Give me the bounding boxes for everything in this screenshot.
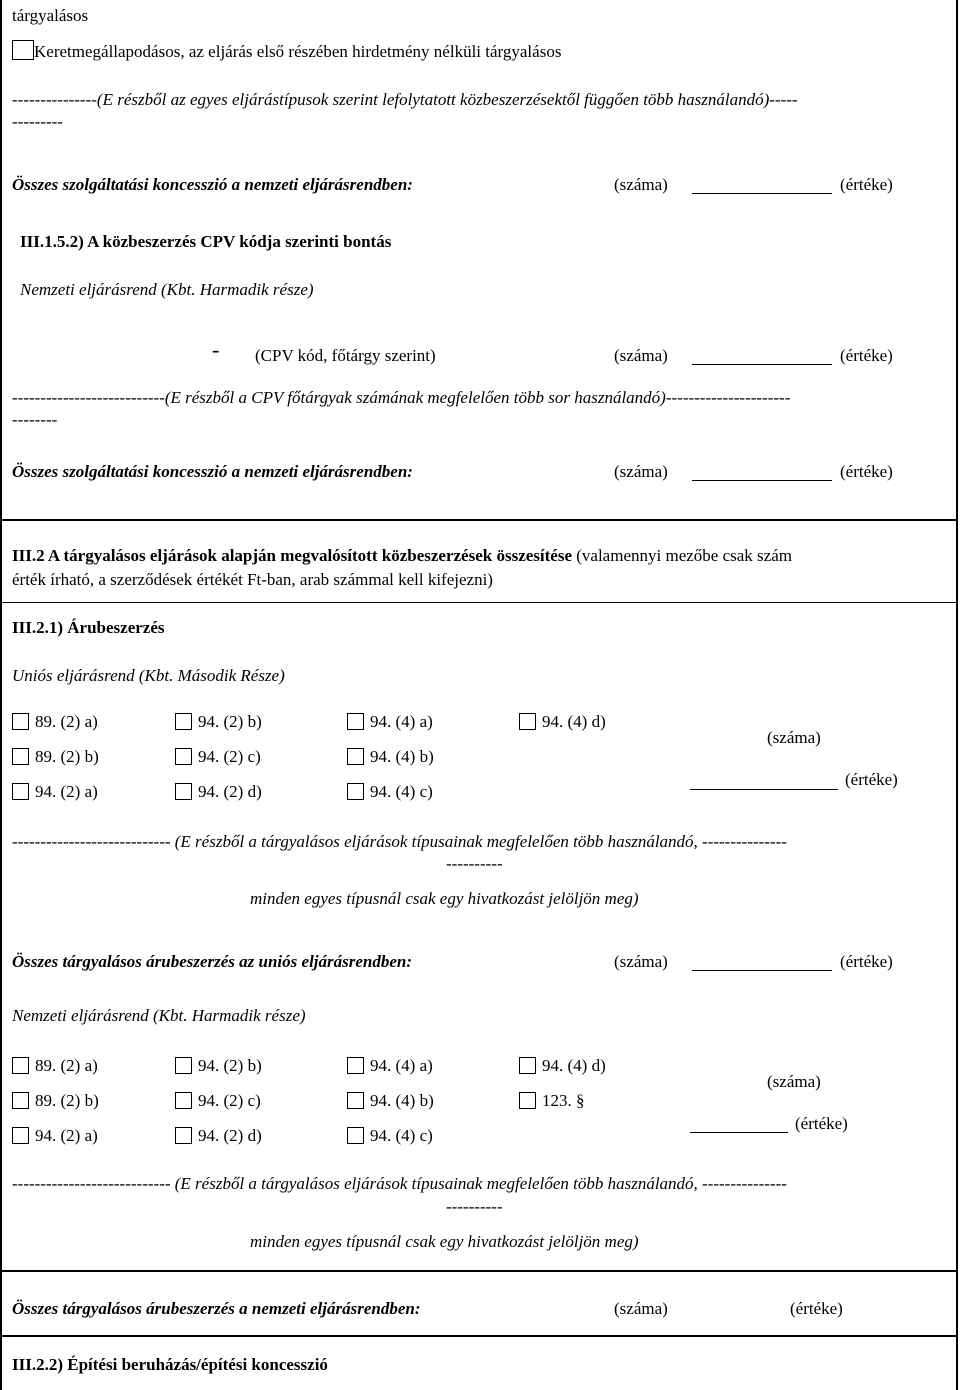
cb-label: 89. (2) b) bbox=[35, 747, 99, 766]
checkbox[interactable] bbox=[12, 783, 29, 800]
cb-label: 94. (2) b) bbox=[198, 712, 262, 731]
total-unios-label: Összes tárgyalásos árubeszerzés az uniós eljárásrendben: bbox=[12, 952, 413, 971]
checkbox[interactable] bbox=[519, 713, 536, 730]
szama-label: (száma) bbox=[614, 175, 668, 194]
checkbox[interactable] bbox=[175, 1092, 192, 1109]
note-n-1: ---------------------------- (E részből a tárgyalásos eljárások típusainak megfelelően több használandó, --------------- bbox=[12, 1174, 787, 1193]
cb-label: 94. (4) d) bbox=[542, 712, 606, 731]
frame-right bbox=[956, 0, 958, 1390]
u-r2-c3 bbox=[347, 747, 434, 767]
n-r3-c1 bbox=[12, 1126, 98, 1146]
u-r1-c3 bbox=[347, 712, 433, 732]
cpv-szama-field[interactable] bbox=[692, 364, 832, 365]
checkbox[interactable] bbox=[175, 713, 192, 730]
divider-1-tick bbox=[0, 519, 2, 602]
u-r3-c2 bbox=[175, 782, 262, 802]
n-r1-c1 bbox=[12, 1056, 98, 1076]
u-r1-c1 bbox=[12, 712, 98, 732]
divider-thin bbox=[0, 602, 958, 603]
szama-field-2[interactable] bbox=[692, 480, 832, 481]
total-nemzeti-szama: (száma) bbox=[614, 1299, 668, 1318]
note-u-1: ---------------------------- (E részből a tárgyalásos eljárások típusainak megfelelően több használandó, --------------- bbox=[12, 832, 787, 851]
n-r1-c3 bbox=[347, 1056, 433, 1076]
subheading-321: III.2.1) Árubeszerzés bbox=[12, 618, 165, 637]
checkbox[interactable] bbox=[175, 783, 192, 800]
szama-field[interactable] bbox=[692, 193, 832, 194]
u-erteke-field[interactable] bbox=[690, 789, 838, 790]
n-r1-c2 bbox=[175, 1056, 262, 1076]
nemzeti-label-1: Nemzeti eljárásrend (Kbt. Harmadik része) bbox=[20, 280, 314, 299]
u-r1-c2 bbox=[175, 712, 262, 732]
n-r1-c4 bbox=[519, 1056, 606, 1076]
u-r2-c1 bbox=[12, 747, 99, 767]
cb-label: Keretmegállapodásos, az eljárás első részében hirdetmény nélküli tárgyalásos bbox=[34, 42, 562, 61]
n-r2-c3 bbox=[347, 1091, 434, 1111]
nemzeti-label-2: Nemzeti eljárásrend (Kbt. Harmadik része) bbox=[12, 1006, 306, 1025]
u-r3-c3 bbox=[347, 782, 433, 802]
cb-label: 94. (2) d) bbox=[198, 782, 262, 801]
n-erteke: (értéke) bbox=[795, 1114, 848, 1133]
szama-label-2: (száma) bbox=[614, 462, 668, 481]
n-r2-c2 bbox=[175, 1091, 261, 1111]
cb-label: 94. (4) b) bbox=[370, 1091, 434, 1110]
cpv-erteke: (értéke) bbox=[840, 346, 893, 365]
note-u-2: ---------- bbox=[446, 854, 503, 873]
n-szama: (száma) bbox=[767, 1072, 821, 1091]
checkbox[interactable] bbox=[12, 713, 29, 730]
erteke-label-2: (értéke) bbox=[840, 462, 893, 481]
n-r3-c2 bbox=[175, 1126, 262, 1146]
u-szama: (száma) bbox=[767, 728, 821, 747]
checkbox-keretmegallapodasos[interactable] bbox=[12, 40, 34, 60]
cb-label: 94. (4) c) bbox=[370, 782, 433, 801]
n-r2-c1 bbox=[12, 1091, 99, 1111]
checkbox[interactable] bbox=[175, 748, 192, 765]
checkbox[interactable] bbox=[347, 1127, 364, 1144]
cb-label: 94. (2) a) bbox=[35, 782, 98, 801]
word-targyalasos: tárgyalásos bbox=[12, 6, 89, 25]
cb-label: 94. (2) b) bbox=[198, 1056, 262, 1075]
checkbox[interactable] bbox=[175, 1127, 192, 1144]
cb-keretmegallapodasos-row bbox=[12, 40, 561, 62]
dash-note-1b: --------- bbox=[12, 112, 63, 131]
cb-label: 94. (4) c) bbox=[370, 1126, 433, 1145]
total-unios-szama: (száma) bbox=[614, 952, 668, 971]
cb-label: 94. (4) a) bbox=[370, 1056, 433, 1075]
cb-label: 89. (2) a) bbox=[35, 712, 98, 731]
heading-32-line2: érték írható, a szerződések értékét Ft-ban, arab számmal kell kifejezni) bbox=[12, 570, 493, 589]
note-n-2: ---------- bbox=[446, 1197, 503, 1216]
unios-label: Uniós eljárásrend (Kbt. Második Része) bbox=[12, 666, 285, 685]
checkbox[interactable] bbox=[347, 713, 364, 730]
note-u-3: minden egyes típusnál csak egy hivatkozást jelöljön meg) bbox=[250, 889, 639, 908]
total-nemzeti-label: Összes tárgyalásos árubeszerzés a nemzeti eljárásrendben: bbox=[12, 1299, 421, 1318]
cb-label: 94. (2) c) bbox=[198, 1091, 261, 1110]
checkbox[interactable] bbox=[12, 1092, 29, 1109]
section-heading-3152: III.1.5.2) A közbeszerzés CPV kódja szerinti bontás bbox=[20, 232, 392, 251]
total-row-1-label: Összes szolgáltatási koncesszió a nemzeti eljárásrendben: bbox=[12, 175, 413, 194]
checkbox[interactable] bbox=[519, 1092, 536, 1109]
u-r2-c2 bbox=[175, 747, 261, 767]
cpv-dash: - bbox=[212, 337, 220, 362]
heading-32-bold: III.2 A tárgyalásos eljárások alapján megvalósított közbeszerzések összesítése bbox=[12, 546, 572, 565]
divider-1 bbox=[0, 519, 958, 521]
u-r1-c4 bbox=[519, 712, 606, 732]
checkbox[interactable] bbox=[347, 783, 364, 800]
total-unios-szama-field[interactable] bbox=[692, 970, 832, 971]
cb-label: 89. (2) b) bbox=[35, 1091, 99, 1110]
cb-label: 94. (2) a) bbox=[35, 1126, 98, 1145]
heading-32-rest: (valamennyi mezőbe csak szám bbox=[572, 546, 792, 565]
u-erteke: (értéke) bbox=[845, 770, 898, 789]
checkbox[interactable] bbox=[12, 1057, 29, 1074]
checkbox[interactable] bbox=[12, 1127, 29, 1144]
subheading-322: III.2.2) Építési beruházás/építési koncesszió bbox=[12, 1355, 328, 1374]
cb-label: 94. (4) a) bbox=[370, 712, 433, 731]
dash-note-2: ---------------------------(E részből a CPV főtárgyak számának megfelelően több sor használandó)---------------------- bbox=[12, 388, 791, 407]
dash-note-1: ---------------(E részből az egyes eljárástípusok szerint lefolytatott közbeszerzésektől függően több használandó)----- bbox=[12, 90, 798, 109]
cb-label: 123. § bbox=[542, 1091, 585, 1110]
checkbox[interactable] bbox=[347, 1092, 364, 1109]
checkbox[interactable] bbox=[347, 748, 364, 765]
checkbox[interactable] bbox=[347, 1057, 364, 1074]
dash-note-2b: -------- bbox=[12, 410, 58, 429]
divider-2 bbox=[0, 1270, 958, 1272]
checkbox[interactable] bbox=[12, 748, 29, 765]
u-r3-c1 bbox=[12, 782, 98, 802]
erteke-label: (értéke) bbox=[840, 175, 893, 194]
checkbox[interactable] bbox=[519, 1057, 536, 1074]
n-r2-c4 bbox=[519, 1091, 585, 1111]
total-row-2-label: Összes szolgáltatási koncesszió a nemzeti eljárásrendben: bbox=[12, 462, 413, 481]
section-heading-32 bbox=[12, 546, 792, 566]
total-nemzeti-erteke: (értéke) bbox=[790, 1299, 843, 1318]
cb-label: 94. (4) d) bbox=[542, 1056, 606, 1075]
n-r3-c3 bbox=[347, 1126, 433, 1146]
n-erteke-field[interactable] bbox=[690, 1132, 788, 1133]
divider-3 bbox=[0, 1335, 958, 1337]
total-unios-erteke: (értéke) bbox=[840, 952, 893, 971]
cpv-label: (CPV kód, főtárgy szerint) bbox=[255, 346, 436, 365]
cpv-szama: (száma) bbox=[614, 346, 668, 365]
cb-label: 94. (4) b) bbox=[370, 747, 434, 766]
checkbox[interactable] bbox=[175, 1057, 192, 1074]
note-n-3: minden egyes típusnál csak egy hivatkozást jelöljön meg) bbox=[250, 1232, 639, 1251]
cb-label: 89. (2) a) bbox=[35, 1056, 98, 1075]
frame-left bbox=[0, 0, 2, 1390]
cb-label: 94. (2) d) bbox=[198, 1126, 262, 1145]
cb-label: 94. (2) c) bbox=[198, 747, 261, 766]
